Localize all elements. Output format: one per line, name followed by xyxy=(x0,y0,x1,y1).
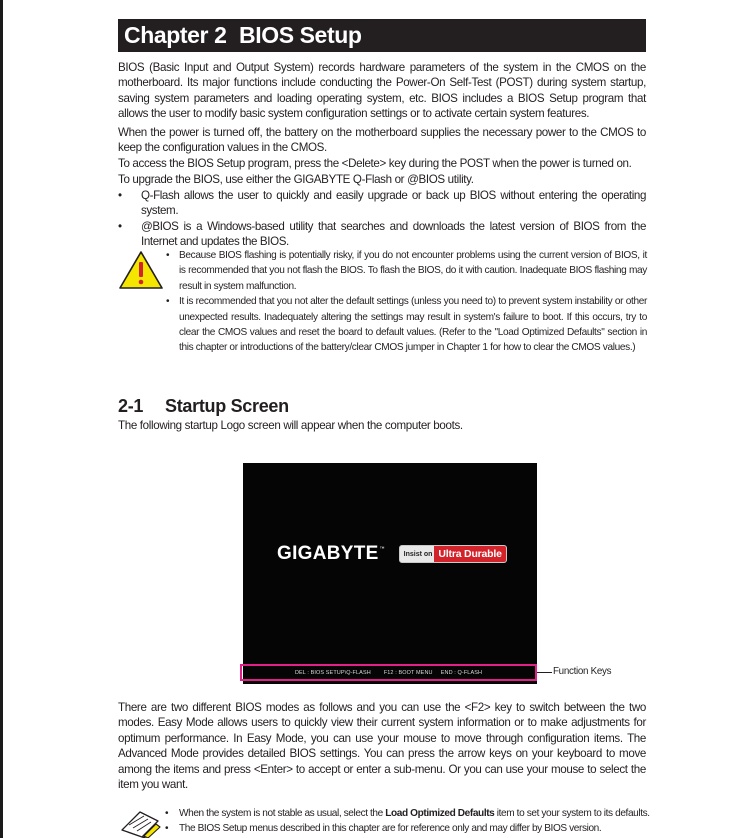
upgrade-tools-list xyxy=(118,188,646,250)
caution-list xyxy=(165,248,647,356)
section-heading xyxy=(118,396,289,417)
note-text-start: When the system is not stable as usual, select the xyxy=(179,808,386,819)
ultra-durable-badge xyxy=(399,545,507,563)
section-intro: The following startup Logo screen will appear when the computer boots. xyxy=(118,419,463,432)
list-item xyxy=(164,821,648,836)
bullet-dot: • xyxy=(165,823,169,835)
list-item xyxy=(165,294,647,356)
trademark-mark: ™ xyxy=(379,546,385,552)
list-item xyxy=(165,248,647,294)
callout-line xyxy=(537,672,552,673)
caution-text: It is recommended that you not alter the default settings (unless you need to) to prevent system instability or other unexpected results. Inadequately altering the settings may result in system's failure to boot. If this occurs, try to clear the CMOS values and reset the board to default values. (Refer to the "Load Optimized Defaults" section in this chapter or introductions of the battery/clear CMOS jumper in Chapter 1 for how to clear the CMOS values.) xyxy=(179,296,647,354)
brand-wordmark: GIGABYTE xyxy=(277,543,379,564)
intro-paragraph-1: BIOS (Basic Input and Output System) records hardware parameters of the system in the CMOS on the motherboard. Its major functions include conducting the Power-On Self-Test (POST) during system startup, saving system parameters and loading operating system, etc. BIOS includes a BIOS Setup program that allows the user to modify basic system configuration settings or to activate certain system features. xyxy=(118,61,646,121)
list-item xyxy=(164,806,648,821)
bullet-dot: • xyxy=(166,250,170,261)
startup-screen-image xyxy=(243,463,537,684)
function-keys-text: DEL : BIOS SETUP\Q-FLASH F12 : BOOT MENU END : Q-FLASH xyxy=(294,669,483,676)
function-keys-callout: Function Keys xyxy=(553,666,612,677)
chapter-header xyxy=(118,19,646,52)
intro-paragraph-3: To access the BIOS Setup program, press the <Delete> key during the POST when the power is turned on. xyxy=(118,157,632,170)
badge-tagline: Insist on xyxy=(403,550,433,558)
chapter-title: BIOS Setup xyxy=(239,22,362,48)
load-optimized-defaults-term: Load Optimized Defaults xyxy=(385,808,495,819)
note-list xyxy=(164,806,648,837)
list-item-text: @BIOS is a Windows-based utility that searches and downloads the latest version of BIOS from the Internet and updates the BIOS. xyxy=(141,219,646,249)
bios-modes-paragraph: There are two different BIOS modes as follows and you can use the <F2> key to switch between the two modes. Easy Mode allows users to quickly view their current system information or to make adjustments for optimum performance. In Easy Mode, you can use your mouse to move through configuration items. The Advanced Mode provides detailed BIOS settings. You can press the arrow keys on your keyboard to move among the items and press <Enter> to accept or enter a sub-menu. Or you can use your mouse to select the item you want. xyxy=(118,701,646,792)
bullet-dot: • xyxy=(118,219,122,233)
bullet-dot: • xyxy=(165,808,169,819)
section-title: Startup Screen xyxy=(165,396,289,416)
list-item xyxy=(118,188,646,219)
list-item-text: Q-Flash allows the user to quickly and easily upgrade or back up BIOS without entering the operating system. xyxy=(141,189,646,218)
bullet-dot: • xyxy=(166,296,170,308)
note-pencil-icon xyxy=(118,806,162,838)
chapter-number: Chapter 2 xyxy=(124,22,227,48)
note-text-end: item to set your system to its defaults. xyxy=(494,808,650,819)
caution-text: Because BIOS flashing is potentially risky, if you do not encounter problems using the current version of BIOS, it is recommended that you not flash the BIOS. To flash the BIOS, do it with caution. Inadequate BIOS flashing may result in system malfunction. xyxy=(179,250,647,292)
intro-paragraph-4: To upgrade the BIOS, use either the GIGABYTE Q-Flash or @BIOS utility. xyxy=(118,173,474,186)
function-keys-highlight xyxy=(240,664,537,681)
bullet-dot: • xyxy=(118,189,122,202)
warning-triangle-icon xyxy=(118,250,164,290)
note-text: The BIOS Setup menus described in this chapter are for reference only and may differ by BIOS version. xyxy=(179,823,602,835)
page-left-border xyxy=(0,0,3,838)
gigabyte-logo xyxy=(277,543,507,565)
badge-label: Ultra Durable xyxy=(434,546,505,562)
list-item xyxy=(118,219,646,250)
intro-paragraph-2: When the power is turned off, the battery on the motherboard supplies the necessary power to the CMOS to keep the configuration values in the CMOS. xyxy=(118,126,646,155)
section-number: 2-1 xyxy=(118,396,144,416)
